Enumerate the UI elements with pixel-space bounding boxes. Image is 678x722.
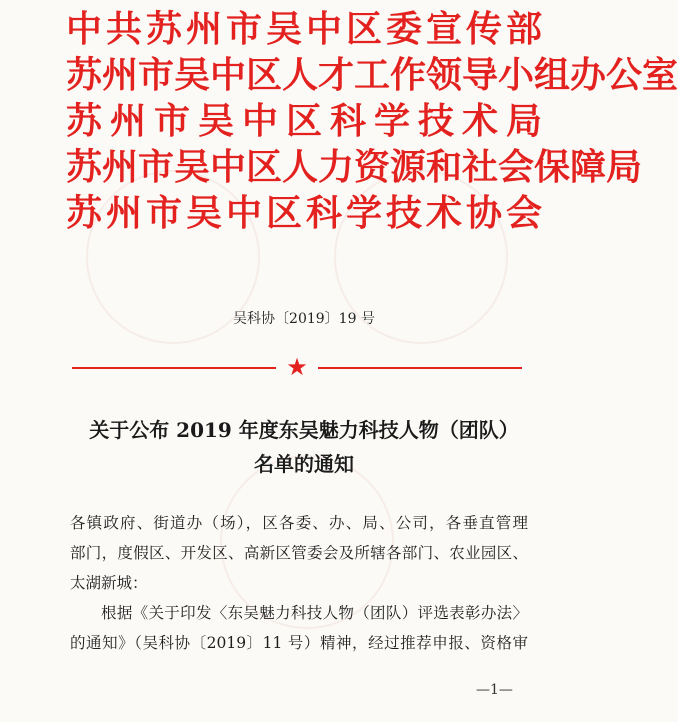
paragraph-line-2: 的通知》（吴科协〔2019〕11 号）精神，经过推荐申报、资格审 (70, 634, 528, 652)
document-number: 吴科协〔2019〕19 号 (233, 311, 375, 327)
issuer-5: 苏州市吴中区科学技术协会 (66, 192, 542, 234)
issuer-2: 苏州市吴中区人才工作领导小组办公室 (66, 54, 678, 96)
issuer-3: 苏州市吴中区科学技术局 (66, 100, 542, 142)
recipients-line-1: 各镇政府、街道办（场），区各委、办、局、公司，各垂直管理 (70, 514, 528, 532)
page-number: —1— (476, 682, 513, 698)
document-title-line-1: 关于公布 2019 年度东吴魅力科技人物（团队） (89, 418, 519, 442)
red-divider-right (318, 367, 522, 369)
star-icon: ★ (286, 353, 308, 381)
issuer-header (66, 6, 678, 236)
issuer-1: 中共苏州市吴中区委宣传部 (66, 8, 542, 50)
recipients-line-2: 部门，度假区、开发区、高新区管委会及所辖各部门、农业园区、 (70, 544, 528, 562)
recipients-line-3: 太湖新城： (70, 574, 148, 592)
document-title-line-2: 名单的通知 (254, 452, 354, 476)
paragraph-line-1: 根据《关于印发〈东吴魅力科技人物（团队）评选表彰办法〉 (101, 604, 528, 622)
issuer-4: 苏州市吴中区人力资源和社会保障局 (66, 146, 643, 188)
red-divider-left (72, 367, 276, 369)
